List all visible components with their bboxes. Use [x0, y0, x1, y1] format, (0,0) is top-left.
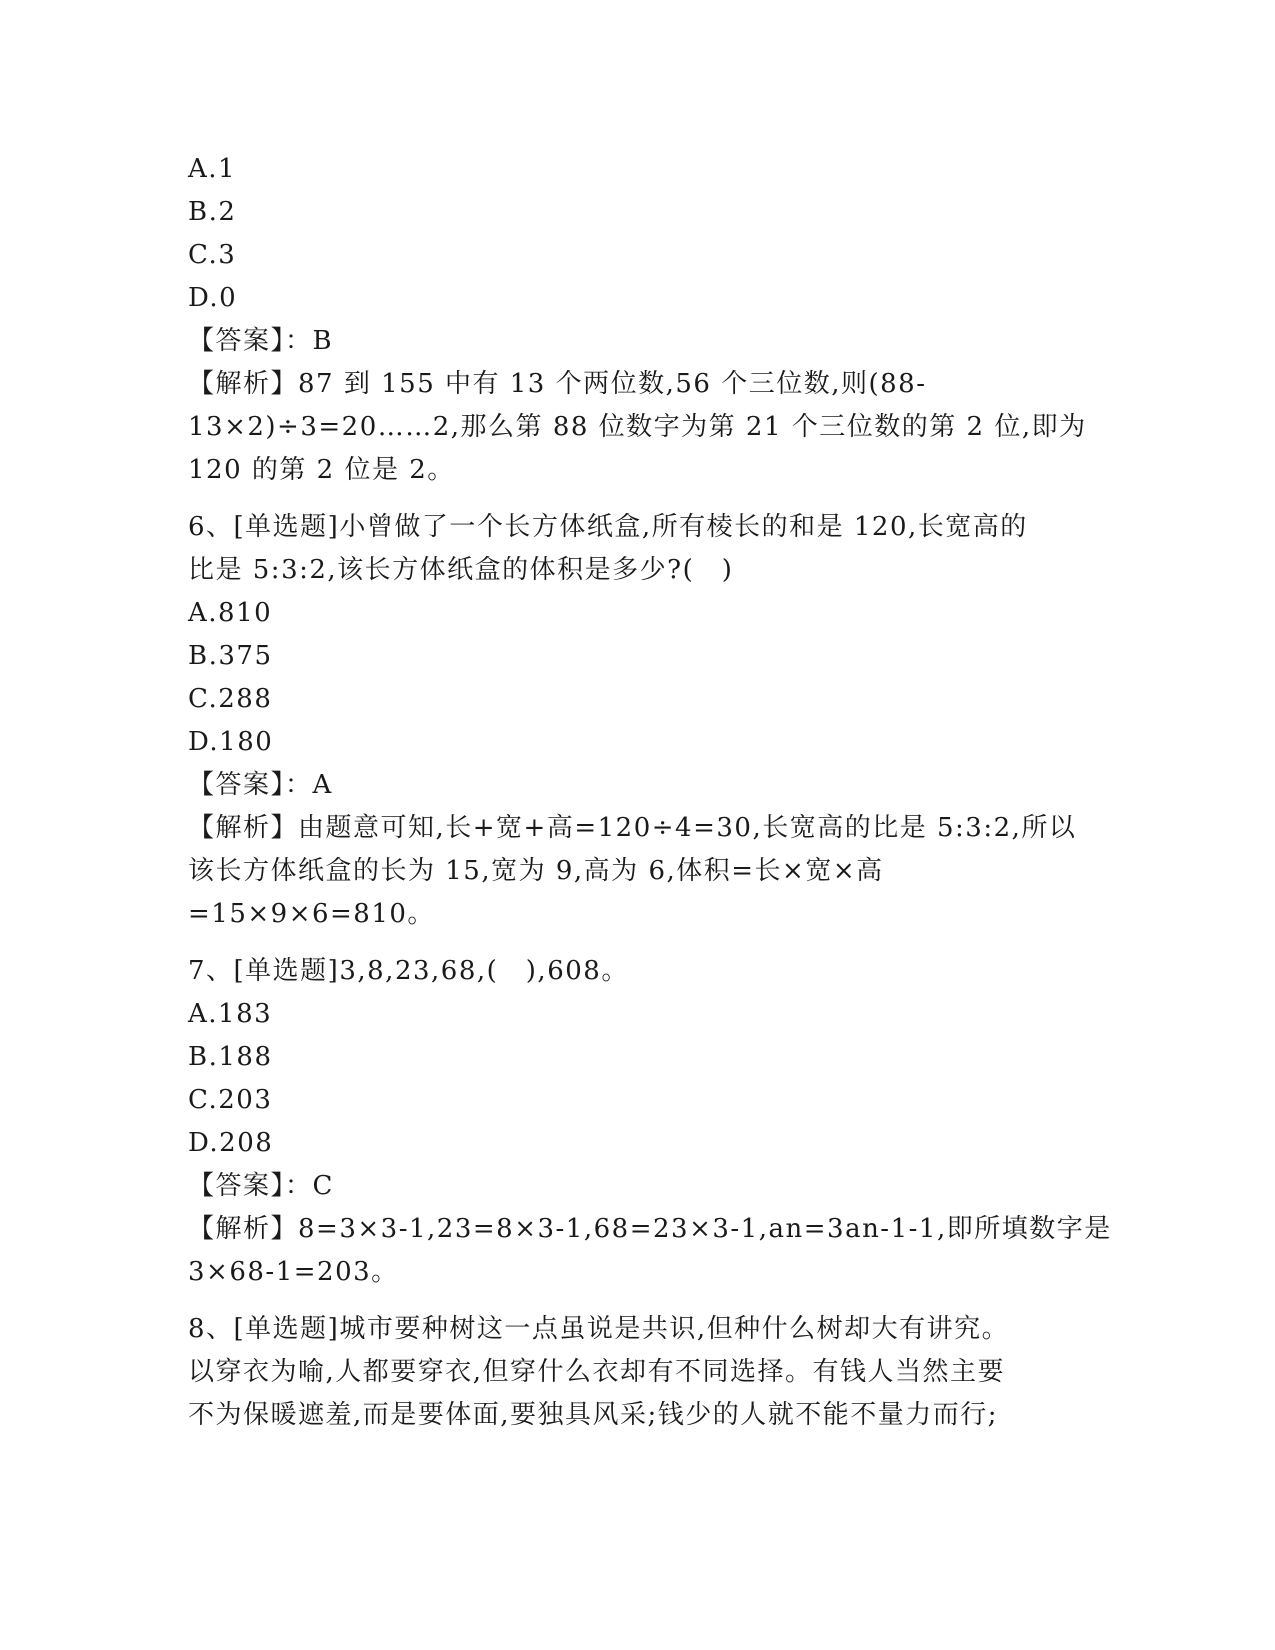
option-c: C.3: [188, 240, 237, 270]
analysis-line: 【解析】8=3×3-1,23=8×3-1,68=23×3-1,an=3an-1-1,即所填数字是: [188, 1214, 1112, 1244]
option-d: D.208: [188, 1128, 274, 1158]
document-page: [188, 148, 1112, 1437]
question-stem: 6、[单选题]小曾做了一个长方体纸盒,所有棱长的和是 120,长宽高的: [188, 512, 1028, 542]
option-c: C.203: [188, 1085, 273, 1115]
analysis-line: 3×68-1=203。: [188, 1257, 399, 1287]
analysis-line: 13×2)÷3=20……2,那么第 88 位数字为第 21 个三位数的第 2 位,即为: [188, 412, 1087, 442]
spacer: [188, 492, 1088, 506]
analysis-line: 【解析】由题意可知,长+宽+高=120÷4=30,长宽高的比是 5:3:2,所以: [188, 813, 1077, 843]
option-d: D.180: [188, 727, 274, 757]
answer-line: 【答案】：A: [188, 770, 333, 800]
question-6: [188, 506, 1088, 936]
analysis-line: 120 的第 2 位是 2。: [188, 455, 455, 485]
answer-line: 【答案】：C: [188, 1171, 334, 1201]
question-stem: 以穿衣为喻,人都要穿衣,但穿什么衣却有不同选择。有钱人当然主要: [188, 1357, 1006, 1387]
question-stem: 7、[单选题]3,8,23,68,( ),608。: [188, 956, 629, 986]
question-7: [188, 950, 1112, 1294]
option-a: A.810: [188, 598, 273, 628]
spacer: [188, 1294, 1088, 1308]
question-5: [188, 148, 1088, 492]
option-b: B.188: [188, 1042, 273, 1072]
question-8: [188, 1308, 1088, 1437]
analysis-line: 【解析】87 到 155 中有 13 个两位数,56 个三位数,则(88-: [188, 369, 927, 399]
option-b: B.375: [188, 641, 273, 671]
option-b: B.2: [188, 197, 237, 227]
option-a: A.1: [188, 154, 237, 184]
question-stem: 不为保暖遮羞,而是要体面,要独具风采;钱少的人就不能不量力而行;: [188, 1400, 999, 1430]
option-c: C.288: [188, 684, 273, 714]
option-d: D.0: [188, 283, 238, 313]
analysis-line: =15×9×6=810。: [188, 899, 435, 929]
option-a: A.183: [188, 999, 273, 1029]
analysis-line: 该长方体纸盒的长为 15,宽为 9,高为 6,体积=长×宽×高: [188, 856, 884, 886]
question-stem: 比是 5:3:2,该长方体纸盒的体积是多少?( ): [188, 555, 734, 585]
question-stem: 8、[单选题]城市要种树这一点虽说是共识,但种什么树却大有讲究。: [188, 1314, 1010, 1344]
answer-line: 【答案】：B: [188, 326, 334, 356]
spacer: [188, 936, 1088, 950]
